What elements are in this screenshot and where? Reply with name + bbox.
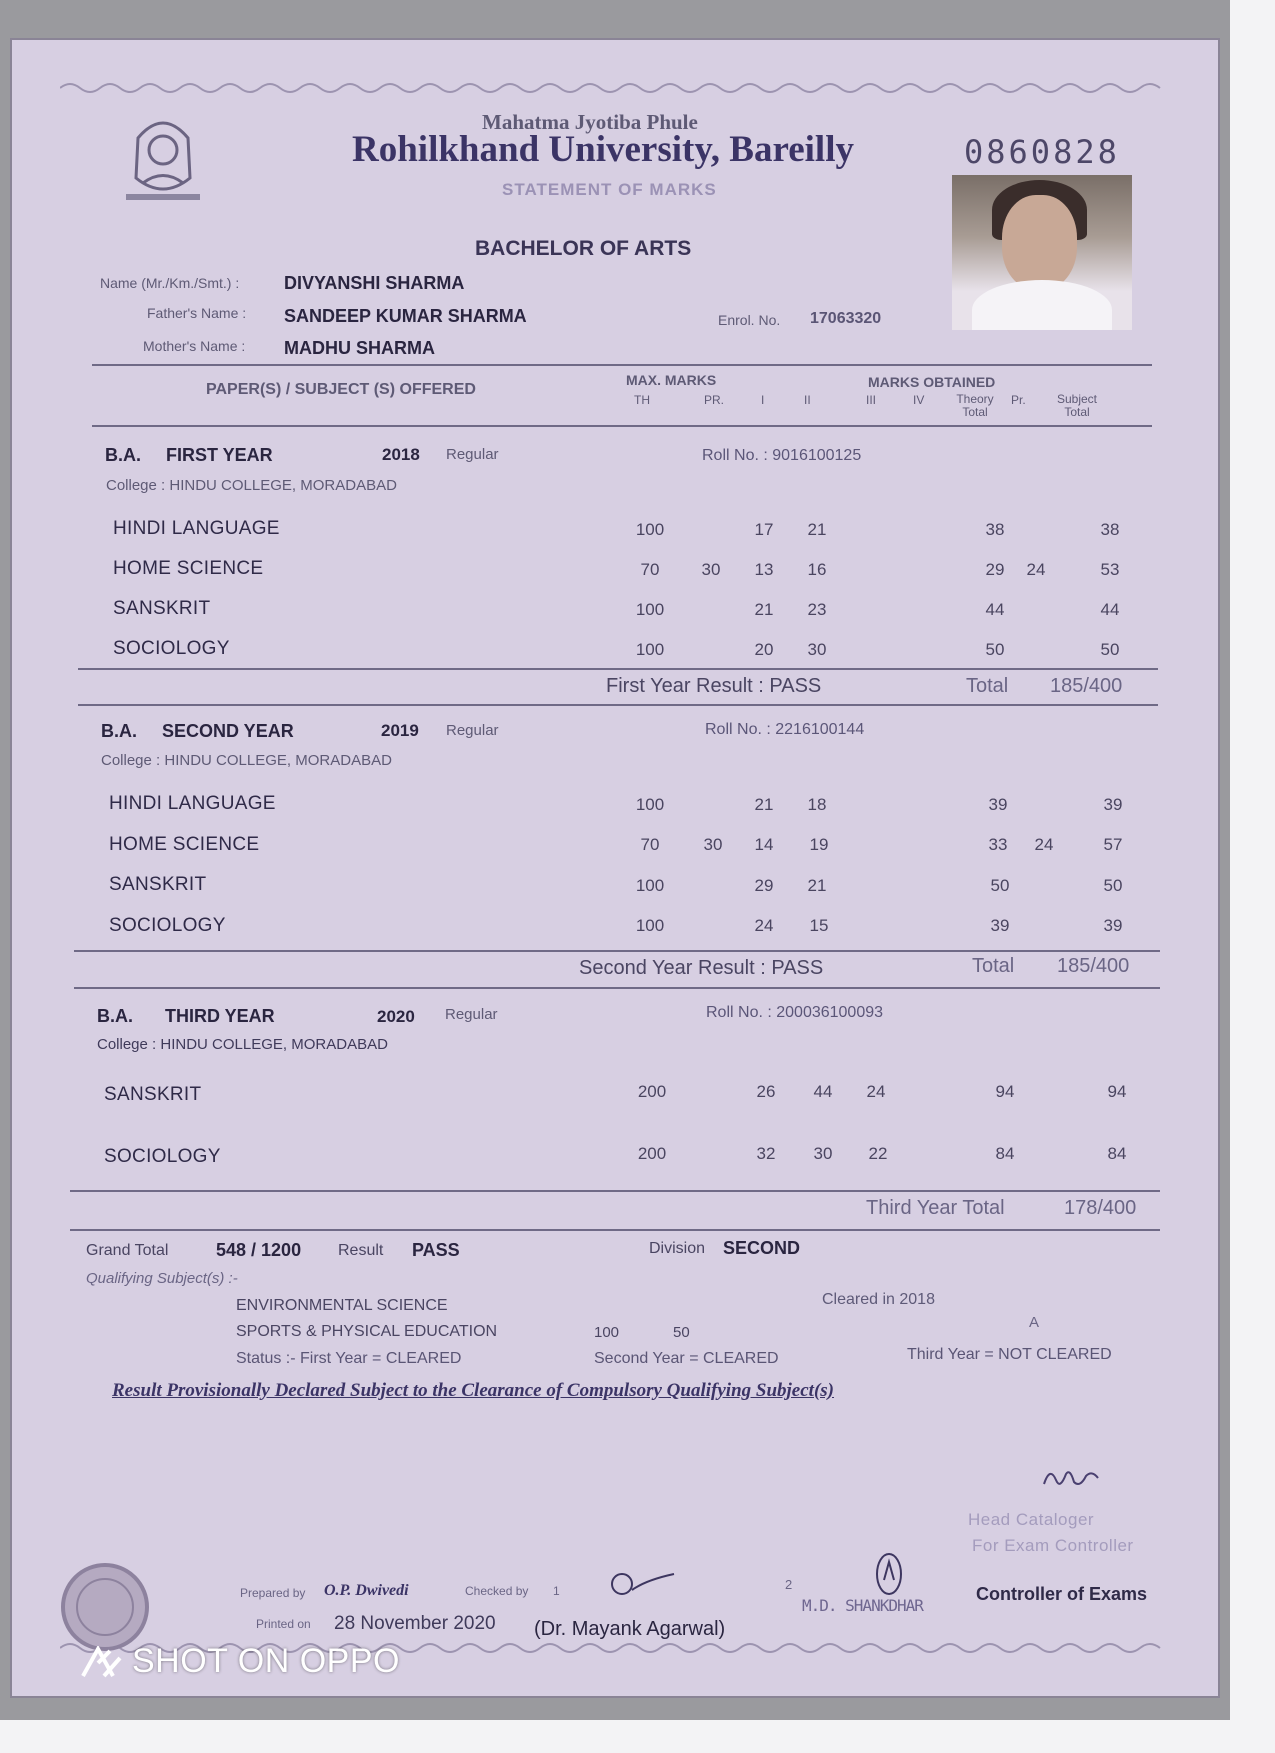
checker-initials-icon bbox=[606, 1566, 678, 1602]
qualifying-subject: ENVIRONMENTAL SCIENCE bbox=[236, 1297, 448, 1314]
degree-title: BACHELOR OF ARTS bbox=[475, 237, 692, 260]
course-label: B.A. bbox=[101, 721, 137, 741]
max-th: 70 bbox=[640, 835, 660, 854]
divider bbox=[78, 704, 1158, 706]
col-ii: II bbox=[804, 393, 811, 407]
divider bbox=[70, 1229, 1160, 1231]
roll-number: Roll No. : 9016100125 bbox=[702, 447, 862, 464]
subject-name: SOCIOLOGY bbox=[113, 638, 230, 659]
final-result: PASS bbox=[412, 1240, 460, 1260]
exam-type: Regular bbox=[445, 1006, 498, 1023]
subject-name: HINDI LANGUAGE bbox=[113, 518, 280, 539]
checked-number: 2 bbox=[785, 1577, 793, 1592]
division: SECOND bbox=[723, 1238, 801, 1258]
exam-type: Regular bbox=[446, 722, 499, 739]
divider bbox=[78, 668, 1158, 670]
marks-i: 14 bbox=[754, 835, 774, 854]
theory-total: 39 bbox=[988, 795, 1008, 814]
marks-ii: 21 bbox=[807, 520, 827, 539]
year-result: Second Year Result : PASS bbox=[579, 957, 824, 979]
college-name: College : HINDU COLLEGE, MORADABAD bbox=[97, 1036, 388, 1053]
grand-total: 548 / 1200 bbox=[216, 1240, 302, 1260]
printed-date: 28 November 2020 bbox=[334, 1613, 496, 1634]
subject-total: 84 bbox=[1107, 1144, 1127, 1163]
camera-watermark: SHOT ON OPPO bbox=[132, 1642, 400, 1680]
col-max-marks: MAX. MARKS bbox=[626, 372, 717, 388]
exam-year: 2018 bbox=[382, 445, 420, 464]
subject-name: SANSKRIT bbox=[109, 874, 207, 895]
marks-i: 20 bbox=[754, 640, 774, 659]
subject-name: HOME SCIENCE bbox=[109, 834, 260, 855]
checked-number: 1 bbox=[553, 1584, 560, 1598]
col-pr: PR. bbox=[704, 393, 725, 407]
qualifying-max: 100 bbox=[594, 1324, 620, 1341]
college-name: College : HINDU COLLEGE, MORADABAD bbox=[101, 752, 392, 769]
col-iii: III bbox=[866, 393, 877, 407]
col-theory-total: Theory Total bbox=[956, 392, 994, 419]
theory-total: 50 bbox=[990, 876, 1010, 895]
course-label: B.A. bbox=[105, 445, 141, 465]
checker-stamp-initial-icon bbox=[872, 1550, 906, 1598]
col-marks-obtained: MARKS OBTAINED bbox=[868, 374, 996, 390]
university-name-top: Mahatma Jyotiba Phule bbox=[482, 110, 698, 134]
qualifying-status: Cleared in 2018 bbox=[822, 1291, 935, 1308]
subject-name: SANSKRIT bbox=[104, 1084, 202, 1105]
qualifying-grade: A bbox=[1029, 1314, 1040, 1331]
college-name: College : HINDU COLLEGE, MORADABAD bbox=[106, 477, 397, 494]
year-total: 185/400 bbox=[1050, 675, 1123, 697]
exam-year: 2020 bbox=[377, 1007, 415, 1026]
theory-total: 29 bbox=[985, 560, 1005, 579]
marks-ii: 30 bbox=[807, 640, 827, 659]
table-header-divider bbox=[92, 425, 1152, 427]
subject-total: 38 bbox=[1100, 520, 1120, 539]
total-label: Third Year Total bbox=[866, 1197, 1005, 1219]
subject-total: 94 bbox=[1107, 1082, 1127, 1101]
enrol-label: Enrol. No. bbox=[718, 312, 781, 328]
marks-iii: 24 bbox=[866, 1082, 886, 1101]
col-i: I bbox=[761, 393, 765, 407]
subject-total: 50 bbox=[1100, 640, 1120, 659]
theory-total: 44 bbox=[985, 600, 1005, 619]
total-label: Total bbox=[966, 675, 1009, 697]
marks-i: 17 bbox=[754, 520, 774, 539]
marks-i: 21 bbox=[754, 795, 774, 814]
theory-total: 39 bbox=[990, 916, 1010, 935]
university-name: Rohilkhand University, Bareilly bbox=[352, 129, 854, 170]
student-name: DIVYANSHI SHARMA bbox=[284, 273, 465, 293]
theory-total: 94 bbox=[995, 1082, 1015, 1101]
name-label: Name (Mr./Km./Smt.) : bbox=[100, 275, 240, 291]
marks-ii: 21 bbox=[807, 876, 827, 895]
max-th: 100 bbox=[635, 600, 665, 619]
subject-total: 53 bbox=[1100, 560, 1120, 579]
subject-total: 50 bbox=[1103, 876, 1123, 895]
divider bbox=[74, 950, 1160, 952]
max-pr: 30 bbox=[701, 560, 721, 579]
theory-total: 38 bbox=[985, 520, 1005, 539]
marks-ii: 16 bbox=[807, 560, 827, 579]
marks-iii: 22 bbox=[868, 1144, 888, 1163]
marks-i: 29 bbox=[754, 876, 774, 895]
practical-obtained: 24 bbox=[1026, 560, 1046, 579]
exam-type: Regular bbox=[446, 446, 499, 463]
roll-number: Roll No. : 2216100144 bbox=[705, 721, 865, 738]
stamp-line: For Exam Controller bbox=[972, 1536, 1134, 1555]
subject-name: SOCIOLOGY bbox=[104, 1146, 221, 1167]
max-th: 200 bbox=[637, 1082, 667, 1101]
header-divider bbox=[92, 364, 1152, 366]
father-label: Father's Name : bbox=[147, 305, 247, 321]
mother-name: MADHU SHARMA bbox=[284, 338, 435, 358]
theory-total: 84 bbox=[995, 1144, 1015, 1163]
exam-year: 2019 bbox=[381, 721, 419, 740]
marks-ii: 30 bbox=[813, 1144, 833, 1163]
border-pattern-top bbox=[60, 80, 1170, 96]
max-th: 100 bbox=[635, 876, 665, 895]
divider bbox=[70, 1190, 1160, 1192]
subject-total: 39 bbox=[1103, 795, 1123, 814]
qualifying-label: Qualifying Subject(s) :- bbox=[86, 1270, 238, 1287]
university-seal-icon bbox=[58, 1560, 153, 1655]
subject-name: HOME SCIENCE bbox=[113, 558, 264, 579]
year-total: 178/400 bbox=[1064, 1197, 1137, 1219]
year-result: First Year Result : PASS bbox=[606, 675, 822, 697]
marks-i: 26 bbox=[756, 1082, 776, 1101]
provisional-note: Result Provisionally Declared Subject to the Clearance of Compulsory Qualifying Subject(s) bbox=[112, 1380, 834, 1401]
serial-number: 0860828 bbox=[964, 133, 1120, 171]
marks-ii: 23 bbox=[807, 600, 827, 619]
marks-i: 32 bbox=[756, 1144, 776, 1163]
theory-total: 33 bbox=[988, 835, 1008, 854]
marks-ii: 18 bbox=[807, 795, 827, 814]
controller-title: Controller of Exams bbox=[976, 1584, 1148, 1604]
signatory-name: (Dr. Mayank Agarwal) bbox=[534, 1618, 726, 1640]
enrol-number: 17063320 bbox=[810, 310, 882, 327]
max-th: 100 bbox=[635, 795, 665, 814]
max-th: 200 bbox=[637, 1144, 667, 1163]
theory-total: 50 bbox=[985, 640, 1005, 659]
marks-i: 24 bbox=[754, 916, 774, 935]
status-third-year: Third Year = NOT CLEARED bbox=[907, 1346, 1112, 1363]
marks-i: 13 bbox=[754, 560, 774, 579]
qualifying-min: 50 bbox=[673, 1324, 690, 1341]
year-title: FIRST YEAR bbox=[166, 445, 273, 465]
subject-name: SANSKRIT bbox=[113, 598, 211, 619]
max-th: 100 bbox=[635, 916, 665, 935]
status-second-year: Second Year = CLEARED bbox=[594, 1350, 779, 1367]
marks-ii: 19 bbox=[809, 835, 829, 854]
marks-ii: 44 bbox=[813, 1082, 833, 1101]
result-label: Result bbox=[338, 1242, 384, 1259]
subject-name: HINDI LANGUAGE bbox=[109, 793, 276, 814]
prepared-by: O.P. Dwivedi bbox=[324, 1582, 409, 1599]
prepared-label: Prepared by bbox=[240, 1586, 306, 1600]
status-first-year: Status :- First Year = CLEARED bbox=[236, 1350, 462, 1367]
roll-number: Roll No. : 200036100093 bbox=[706, 1004, 884, 1021]
total-label: Total bbox=[972, 955, 1015, 977]
subject-total: 57 bbox=[1103, 835, 1123, 854]
year-total: 185/400 bbox=[1057, 955, 1130, 977]
max-th: 70 bbox=[640, 560, 660, 579]
divider bbox=[74, 987, 1160, 989]
checker-stamp: M.D. SHANKDHAR bbox=[802, 1596, 923, 1615]
signature-scribble-icon bbox=[1040, 1460, 1102, 1496]
subject-total: 44 bbox=[1100, 600, 1120, 619]
col-subject-total: Subject Total bbox=[1056, 392, 1098, 419]
student-photo bbox=[952, 175, 1132, 330]
year-title: SECOND YEAR bbox=[162, 721, 294, 741]
statement-title: STATEMENT OF MARKS bbox=[502, 180, 717, 199]
col-iv: IV bbox=[913, 393, 925, 407]
max-pr: 30 bbox=[703, 835, 723, 854]
grand-total-label: Grand Total bbox=[86, 1242, 169, 1259]
subject-total: 39 bbox=[1103, 916, 1123, 935]
col-pr-obtained: Pr. bbox=[1011, 393, 1026, 407]
camera-logo-icon bbox=[80, 1646, 126, 1678]
subject-name: SOCIOLOGY bbox=[109, 915, 226, 936]
practical-obtained: 24 bbox=[1034, 835, 1054, 854]
mother-label: Mother's Name : bbox=[143, 338, 246, 354]
max-th: 100 bbox=[635, 520, 665, 539]
year-title: THIRD YEAR bbox=[165, 1006, 275, 1026]
checked-label: Checked by bbox=[465, 1584, 529, 1598]
qualifying-subject: SPORTS & PHYSICAL EDUCATION bbox=[236, 1323, 498, 1340]
course-label: B.A. bbox=[97, 1006, 133, 1026]
col-papers: PAPER(S) / SUBJECT (S) OFFERED bbox=[206, 381, 476, 398]
col-th: TH bbox=[634, 393, 650, 407]
university-logo-icon bbox=[118, 108, 208, 206]
stamp-line: Head Cataloger bbox=[968, 1510, 1095, 1529]
max-th: 100 bbox=[635, 640, 665, 659]
father-name: SANDEEP KUMAR SHARMA bbox=[284, 306, 527, 326]
printed-label: Printed on bbox=[256, 1617, 311, 1631]
marks-ii: 15 bbox=[809, 916, 829, 935]
marks-i: 21 bbox=[754, 600, 774, 619]
division-label: Division bbox=[649, 1240, 706, 1257]
